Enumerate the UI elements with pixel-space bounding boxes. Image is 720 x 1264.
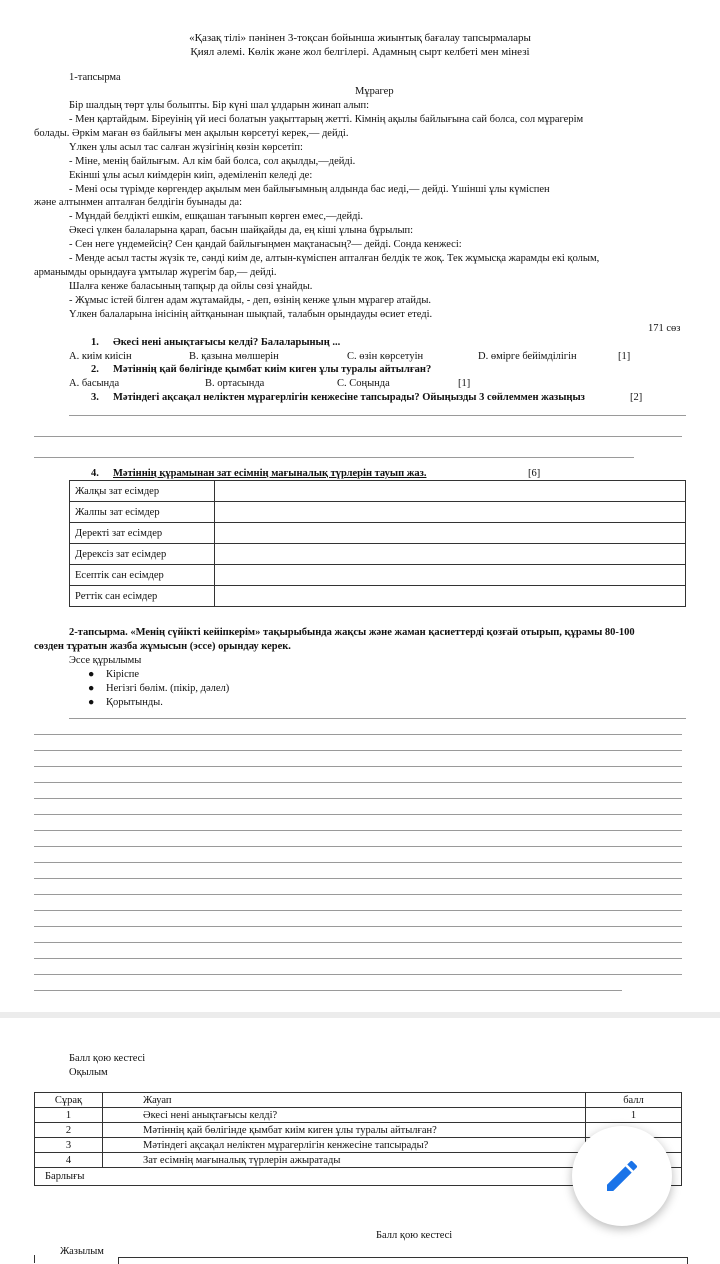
essay-line[interactable] [34, 878, 682, 879]
story-line: - Менде асыл тасты жүзік те, сәнді киім де, алтын-күміспен апталған белдік те жоқ. Тек жұмысқа жарамды екі қолым, [69, 253, 600, 264]
essay-bullet [88, 682, 229, 695]
question-2-number: 2. [91, 364, 99, 375]
story-line: - Мені осы түрімде көргендер ақылым мен байлығымның алдында бас иеді,— дейді. Үшінші ұлы күміспен [69, 184, 550, 195]
doc-title-line2: Қиял әлемі. Көлік және жол белгілері. Адамның сырт келбеті мен мінезі [190, 46, 530, 58]
q2-option-c: С. Соңында [337, 378, 390, 389]
essay-line[interactable] [34, 830, 682, 831]
story-line: - Міне, менің байлығым. Ал кім бай болса, сол ақылды,—дейді. [69, 156, 356, 167]
table-row [70, 523, 686, 544]
noun-type-label: Есептік сан есімдер [70, 565, 215, 586]
essay-line[interactable] [34, 942, 682, 943]
question-1-number: 1. [91, 337, 99, 348]
essay-line[interactable] [34, 846, 682, 847]
story-line: және алтынмен апталған белдігін буынады да: [34, 197, 242, 208]
noun-answer-cell[interactable] [215, 481, 686, 502]
header-points: балл [586, 1093, 682, 1108]
essay-line[interactable] [34, 766, 682, 767]
row-number: 1 [35, 1108, 103, 1123]
essay-bullet [88, 696, 163, 709]
table-row [70, 586, 686, 607]
table-row [35, 1123, 682, 1138]
essay-line[interactable] [34, 798, 682, 799]
page-break [0, 1012, 720, 1018]
essay-bullet [88, 668, 139, 681]
noun-type-label: Дерексіз зат есімдер [70, 544, 215, 565]
table-row [70, 502, 686, 523]
story-line: Әкесі үлкен балаларына қарап, басын шайқайды да, ең кіші ұлына бұрылып: [69, 225, 414, 236]
essay-line[interactable] [34, 894, 682, 895]
header-answer: Жауап [103, 1093, 586, 1108]
story-title: Мұрагер [355, 86, 394, 97]
q2-option-a: А. басында [69, 378, 120, 389]
essay-line[interactable] [34, 862, 682, 863]
essay-bullet-text: Кіріспе [106, 669, 140, 680]
row-points: 1 [586, 1108, 682, 1123]
essay-line[interactable] [69, 718, 686, 719]
q2-points: [1] [458, 378, 471, 389]
essay-line[interactable] [34, 990, 622, 991]
story-line: арманымды орындауға ұмтылар жүрегім бар,— дейді. [34, 267, 277, 278]
question-3-text: Мәтіндегі ақсақал неліктен мұрагерлігін кенжесіне тапсырады? Ойыңызды 3 сөйлеммен жазыңыз [113, 392, 585, 403]
table-header-row [35, 1093, 682, 1108]
q1-option-c: С. өзін көрсетуін [347, 351, 424, 362]
answer-line[interactable] [69, 415, 686, 416]
bullet-dot-icon: ● [88, 683, 95, 694]
pencil-icon [602, 1156, 642, 1196]
question-1-text: Әкесі нені анықтағысы келді? Балаларының ... [113, 337, 341, 348]
question-4-number: 4. [91, 468, 99, 479]
essay-bullet-text: Қорытынды. [106, 697, 163, 708]
q1-option-b: В. қазына мөлшерін [189, 351, 279, 362]
q1-option-a: А. киім киісін [69, 351, 132, 362]
noun-answer-cell[interactable] [215, 565, 686, 586]
essay-line[interactable] [34, 782, 682, 783]
row-answer: Зат есімнің мағыналық түрлерін ажыратады [103, 1153, 586, 1168]
edit-button[interactable] [572, 1126, 672, 1226]
story-line: - Мұндай белдікті ешкім, ешқашан тағынып көрген емес,—дейді. [69, 211, 364, 222]
story-line: Үлкен ұлы асыл тас салған жүзігінің көзін көрсетіп: [69, 142, 303, 153]
table-row [70, 481, 686, 502]
noun-answer-cell[interactable] [215, 544, 686, 565]
row-number: 3 [35, 1138, 103, 1153]
noun-answer-cell[interactable] [215, 586, 686, 607]
story-line: Екінші ұлы асыл киімдерін киіп, әдеміленіп келеді де: [69, 170, 313, 181]
essay-line[interactable] [34, 926, 682, 927]
task2-line2: сөзден тұратын жазба жұмысын (эссе) орындау керек. [34, 641, 291, 652]
q3-points: [2] [630, 392, 643, 403]
scoring-title-2: Балл қою кестесі [376, 1230, 453, 1241]
row-answer: Мәтіндегі ақсақал неліктен мұрагерлігін кенжесіне тапсырады? [103, 1138, 586, 1153]
question-2-text: Мәтіннің қай бөлігінде қымбат киім киген ұлы туралы айтылған? [113, 364, 432, 375]
task2-line1: 2-тапсырма. «Менің сүйікті кейіпкерім» тақырыбында жақсы және жаман қасиеттерді қозғай отырып, құрамы 80-100 [69, 627, 635, 638]
question-3-number: 3. [91, 392, 99, 403]
task1-label: 1-тапсырма [69, 72, 121, 83]
essay-line[interactable] [34, 750, 682, 751]
scoring-subtitle-2: Жазылым [60, 1246, 104, 1257]
story-line: - Жұмыс істей білген адам жұтамайды, - деп, өзінің кенже ұлын мұрагер атайды. [69, 295, 432, 306]
scoring-subtitle: Оқылым [69, 1067, 108, 1078]
bullet-dot-icon: ● [88, 697, 95, 708]
essay-line[interactable] [34, 910, 682, 911]
noun-type-label: Жалпы зат есімдер [70, 502, 215, 523]
row-number: 4 [35, 1153, 103, 1168]
row-answer: Әкесі нені анықтағысы келді? [103, 1108, 586, 1123]
story-line: Бір шалдың төрт ұлы болыпты. Бір күні шал ұлдарын жинап алып: [69, 100, 370, 111]
bullet-dot-icon: ● [88, 669, 95, 680]
table-edge [34, 1255, 35, 1263]
essay-line[interactable] [34, 958, 682, 959]
noun-type-label: Жалқы зат есімдер [70, 481, 215, 502]
essay-line[interactable] [34, 974, 682, 975]
scoring-title: Балл қою кестесі [69, 1053, 146, 1064]
story-line: болады. Әркім маған өз байлығы мен ақылын көрсетуі керек,— дейді. [34, 128, 349, 139]
answer-line[interactable] [34, 457, 634, 458]
essay-bullet-text: Негізгі бөлім. (пікір, дәлел) [106, 683, 230, 694]
noun-type-label: Реттік сан есімдер [70, 586, 215, 607]
word-count: 171 сөз [648, 323, 681, 334]
noun-type-label: Деректі зат есімдер [70, 523, 215, 544]
q1-points: [1] [618, 351, 631, 362]
essay-structure-title: Эссе құрылымы [69, 655, 142, 666]
table-row [70, 544, 686, 565]
noun-answer-cell[interactable] [215, 502, 686, 523]
header-question: Сұрақ [35, 1093, 103, 1108]
question-4-text: Мәтіннің құрамынан зат есімнің мағыналық түрлерін тауып жаз. [113, 468, 427, 479]
row-number: 2 [35, 1123, 103, 1138]
essay-line[interactable] [34, 814, 682, 815]
story-line: Үлкен балаларына інісінің айтқанынан шықпай, талабын орындауды өсиет етеді. [69, 309, 433, 320]
answer-line[interactable] [34, 436, 682, 437]
story-line: Шалға кенже баласының тапқыр да ойлы сөзі ұнайды. [69, 281, 313, 292]
story-line: - Сен неге үндемейсің? Сен қандай байлығыңмен мақтанасың?— дейді. Сонда кенжесі: [69, 239, 462, 250]
q2-option-b: В. ортасында [205, 378, 265, 389]
q4-points: [6] [528, 468, 541, 479]
row-answer: Мәтіннің қай бөлігінде қымбат киім киген ұлы туралы айтылған? [103, 1123, 586, 1138]
essay-line[interactable] [34, 734, 682, 735]
noun-answer-cell[interactable] [215, 523, 686, 544]
total-label: Барлығы [35, 1168, 682, 1186]
q1-option-d: D. өмірге бейімділігін [478, 351, 577, 362]
story-line: - Мен қартайдым. Біреуінің үй иесі болатын уақыттарың жетті. Кімнің ақылы байлығына сай болса, сол мұрагерім [69, 114, 584, 125]
table-row [35, 1108, 682, 1123]
noun-types-table [69, 480, 686, 607]
table-row [70, 565, 686, 586]
doc-title-line1: «Қазақ тілі» пәнінен 3-тоқсан бойынша жиынтық бағалау тапсырмалары [189, 32, 531, 44]
